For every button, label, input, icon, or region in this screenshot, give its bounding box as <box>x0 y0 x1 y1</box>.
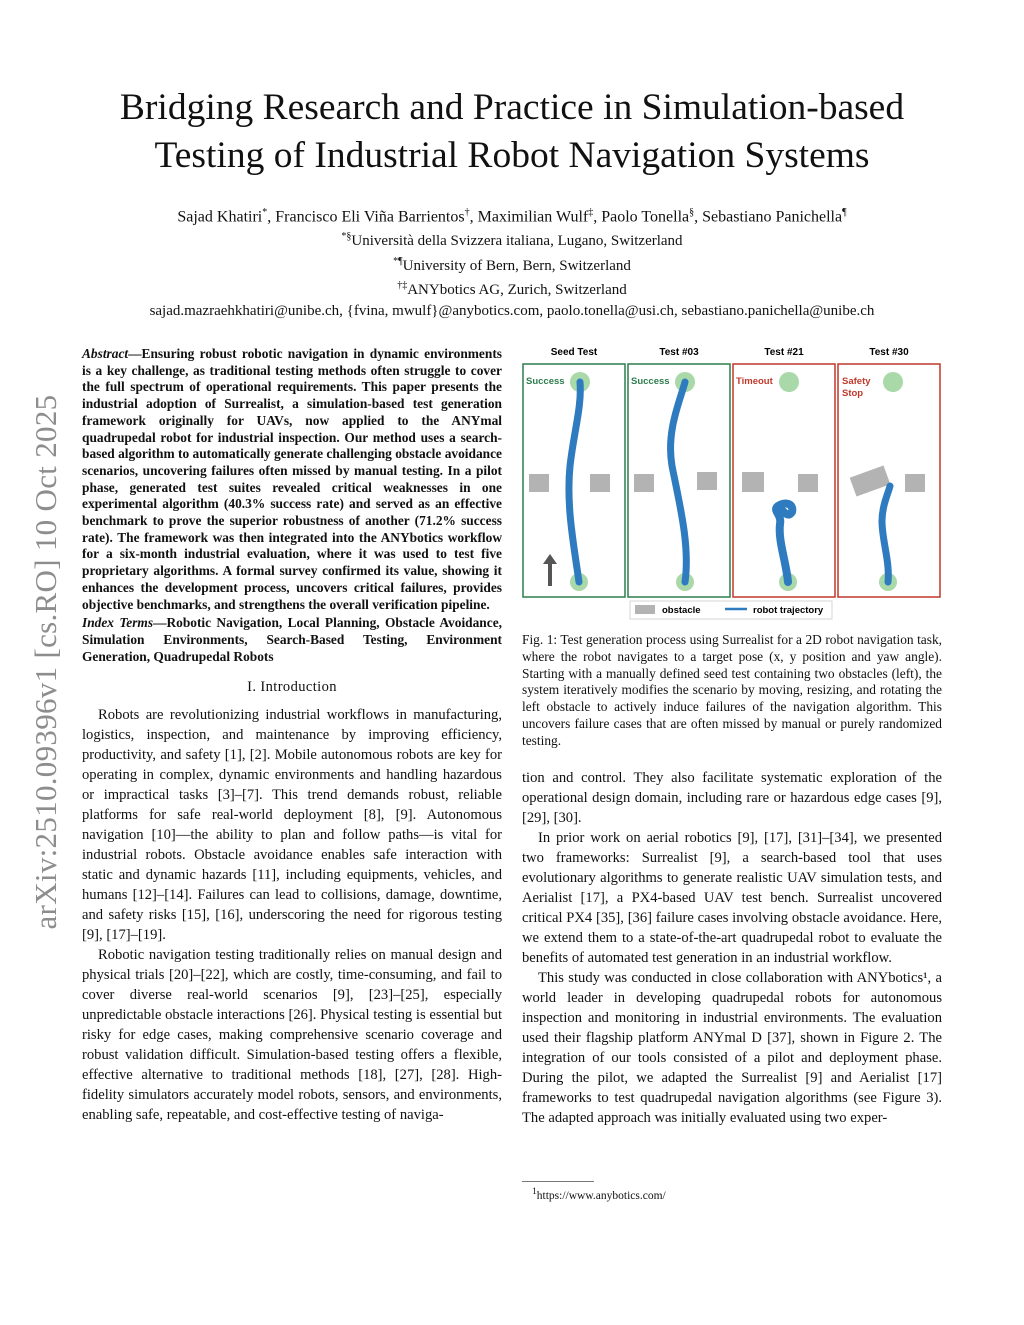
author-name: Paolo Tonella <box>601 208 690 226</box>
title-line-1: Bridging Research and Practice in Simulation-based <box>119 87 905 128</box>
legend-trajectory-label: robot trajectory <box>753 605 824 616</box>
status-label: Success <box>631 376 670 387</box>
footnote-mark: 1 <box>532 1186 537 1197</box>
author-name: Maximilian Wulf <box>477 208 589 226</box>
robot-trajectory <box>569 382 580 582</box>
robot-trajectory <box>882 486 890 582</box>
goal-marker <box>883 372 903 392</box>
obstacle <box>798 474 818 492</box>
left-column <box>82 346 502 1125</box>
affil-mark: †‡ <box>397 280 408 292</box>
goal-marker <box>779 372 799 392</box>
panel-title: Test #21 <box>764 347 804 358</box>
index-terms-label: Index Terms <box>82 615 154 631</box>
author-mark: † <box>464 207 470 218</box>
section-heading: I. Introduction <box>247 679 337 696</box>
affiliation <box>40 252 984 277</box>
body-paragraph: Robotic navigation testing traditionally relies on manual design and physical trials [20]–[22], which are costly, time-consuming, and fail to cover diverse real-world scenarios [9], [23]–[25], especially unpredictable obstacle interactions [26]. Physical testing is essential but risky for edge cases, making comprehensive scenario coverage and robust validation difficult. Simulation-based testing offers a flexible, effective alternative to traditional methods [18], [27], [28]. High-fidelity simulators accurately model robots, sensors, and environments, enabling safe, repeatable, and cost-effective testing of naviga- <box>82 947 502 1124</box>
panel-title: Seed Test <box>550 347 598 358</box>
title-line-2: Testing of Industrial Robot Navigation Systems <box>154 135 870 176</box>
body-paragraph: Robots are revolutionizing industrial workflows in manufacturing, logistics, inspection, and maintenance by improving efficiency, productivity, and safety [1], [2]. Mobile autonomous robots are key for operating in complex, dynamic environments and handling hazardous or impractical tasks [3]–[7]. This trend demands robust, reliable platforms for safe real-world deployment [8], [9]. Autonomous navigation [10]—the ability to plan and follow paths—is vital for industrial robots. Obstacle avoidance enables safe interaction with static and dynamic hazards [11], including equipments, vehicles, and humans [12]–[14]. Failures can lead to collisions, damage, downtime, and safety risks [15], [16], underscoring the need for rigorous testing [9], [17]–[19]. <box>82 707 502 944</box>
footnote <box>532 1186 666 1202</box>
status-label: Success <box>526 376 565 387</box>
obstacle <box>905 474 925 492</box>
index-terms <box>82 615 502 665</box>
body-paragraph: tion and control. They also facilitate systematic exploration of the operational design domain, including rare or hazardous edge cases [9], [29], [30]. <box>522 770 942 826</box>
panel-title: Test #30 <box>869 347 909 358</box>
arxiv-id-text: arXiv:2510.09396v1 [cs.RO] 10 Oct 2025 <box>28 394 63 930</box>
author-mark: ‡ <box>588 207 594 218</box>
author-mark: ¶ <box>842 207 847 218</box>
affil-mark: *§ <box>341 231 352 243</box>
panel-title: Test #03 <box>659 347 699 358</box>
obstacle <box>697 472 717 490</box>
figure-caption <box>522 632 942 750</box>
status-stop-text: Stop <box>842 388 864 399</box>
author-names: Sajad Khatiri*, Francisco Eli Viña Barrientos†, Maximilian Wulf‡, Paolo Tonella§, Sebastiano Panichella¶ <box>177 207 847 226</box>
right-column <box>522 768 942 1128</box>
obstacle <box>634 474 654 492</box>
status-label-safety <box>842 376 871 399</box>
author-emails: sajad.mazraehkhatiri@unibe.ch, {fvina, mwulf}@anybotics.com, paolo.tonella@usi.ch, sebastiano.panichella@unibe.ch <box>149 302 875 319</box>
legend-obstacle-swatch <box>635 605 655 614</box>
paper-title <box>60 84 964 180</box>
status-label: Timeout <box>736 376 773 387</box>
robot-trajectory <box>671 382 687 582</box>
robot-trajectory <box>776 504 792 582</box>
figure-1 <box>522 346 942 622</box>
obstacle <box>529 474 549 492</box>
author-name: Sebastiano Panichella <box>702 208 843 226</box>
affil-text: Università della Svizzera italiana, Lugano, Switzerland <box>351 233 683 250</box>
affiliation <box>40 227 984 252</box>
affil-text: University of Bern, Bern, Switzerland <box>402 257 631 274</box>
footnote-link[interactable]: https://www.anybotics.com/ <box>536 1189 666 1202</box>
author-block <box>40 202 984 321</box>
obstacle <box>742 472 764 492</box>
caption-text: Test generation process using Surrealist for a 2D robot navigation task, where the robot navigates to a target pose (x, y position and yaw angle). Starting with a manually defined seed test containing two obstacles (left), the system iteratively modifies the scenario by moving, resizing, and rotating the left obstacle to actively induce failures of the navigation algorithm. This uncovers failure cases that are often missed by manual or purely randomized testing. <box>522 632 943 748</box>
direction-arrow-icon <box>543 554 557 586</box>
affil-text: ANYbotics AG, Zurich, Switzerland <box>407 282 627 299</box>
footnote-rule <box>522 1181 594 1182</box>
affiliation <box>40 276 984 301</box>
abstract <box>82 346 502 613</box>
author-mark: § <box>689 207 695 218</box>
author-name: Sajad Khatiri <box>177 208 263 226</box>
affil-mark: *¶ <box>393 255 403 267</box>
legend-obstacle-label: obstacle <box>662 605 701 616</box>
body-paragraph: This study was conducted in close collaboration with ANYbotics¹, a world leader in developing quadrupedal robots for autonomous inspection and monitoring in industrial environments. The evaluation used their flagship platform ANYmal D [37], shown in Figure 2. The integration of our tools consisted of a pilot and deployment phase. During the pilot, we adapted the Surrealist [9] and Aerialist [17] frameworks to test quadrupedal navigation algorithms (see Figure 3). The adapted approach was initially evaluated using two exper- <box>522 970 942 1126</box>
index-terms-text: —Robotic Navigation, Local Planning, Obstacle Avoidance, Simulation Environments, Search-Based Testing, Environment Generation, Quadrupedal Robots <box>82 615 502 664</box>
status-safety-text: Safety <box>842 376 871 387</box>
arxiv-identifier <box>6 372 86 952</box>
author-name: Francisco Eli Viña Barrientos <box>275 208 465 226</box>
caption-label: Fig. 1: <box>522 632 558 647</box>
obstacle <box>590 474 610 492</box>
body-paragraph: In prior work on aerial robotics [9], [17], [31]–[34], we presented two frameworks: Surrealist [9], a search-based tool that uses evolutionary algorithms to generate realistic UAV simulation tests, and Aerialist [17], a PX4-based UAV test bench. Surrealist uncovered critical PX4 [35], [36] failure cases involving obstacle avoidance. Here, we extend them to a state-of-the-art quadrupedal robot to evaluate the benefits of automated test generation in an industrial workflow. <box>522 830 942 966</box>
author-mark: * <box>262 207 268 218</box>
obstacle <box>850 465 891 496</box>
abstract-label: Abstract <box>82 346 129 361</box>
abstract-text: —Ensuring robust robotic navigation in dynamic environments is a key challenge, as traditional testing methods often struggle to cover the full spectrum of operational requirements. This paper presents the industrial adoption of Surrealist, a simulation-based test generation framework originally for UAVs, now applied to the ANYmal quadrupedal robot for industrial inspection. Our method uses a search-based algorithm to automatically generate challenging obstacle avoidance scenarios, uncovering failures often missed by manual testing. In a pilot phase, generated test suites revealed critical weaknesses in one experimental algorithm (40.3% success rate) and served as an effective benchmark to prove the superior robustness of another (71.2% success rate). The framework was then integrated into the ANYbotics workflow for a six-month industrial evaluation, where it was used to test five proprietary algorithms. A formal survey confirmed its value, showing it enhances the development process, uncovers critical failures, provides objective benchmarks, and strengthens the overall verification pipeline. <box>82 346 502 612</box>
